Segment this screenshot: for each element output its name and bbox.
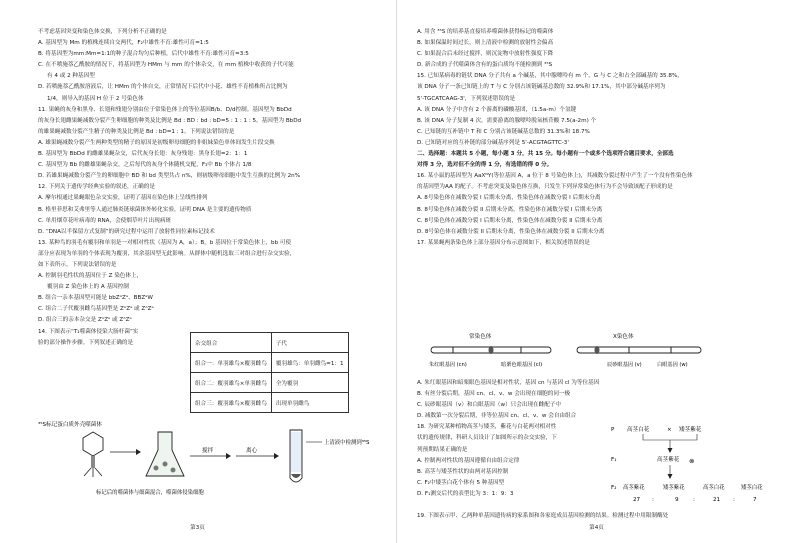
gene-label: 朱红眼基因 (cn) — [429, 362, 467, 368]
text-line: 的灰身长翅雌果蝇减数分裂产生卵细胞的种类及比例是 Bd : BD : bd : bD=5 : 1 : 1 : 5。基因型为 BbDd — [38, 117, 302, 124]
text-line: 验的部分操作步骤。下列叙述正确的是 — [38, 339, 134, 346]
flask-icon — [146, 432, 184, 476]
text-line: 如下表所示。下列说法错误的是 — [38, 261, 117, 268]
text-line: D. 已知链对应的互补链的部分碱基序列是 5'-ACGTAGTTC-3' — [417, 139, 569, 146]
text-line: 不考虑基因突变和染色体交换，下列分析不正确的是 — [38, 29, 167, 35]
text-line: D. 若喷施萘乙酰胺溶液后，让 HMm 的个体自交，正常情况下后代中小花、雄性不育植株所占比例为 — [38, 84, 288, 91]
text-line: C. 辰砂眼基因（v）和白眼基因（w）只会出现在雌配子中 — [417, 402, 562, 409]
f2-count: 9 — [675, 497, 679, 503]
text-line: B. 基因型为 BbDd 的雌雄果蝇杂交，后代灰身长翅：灰身残翅：黑身长翅=2：1：1 — [38, 151, 248, 158]
text-line: D. 若雄果蝇减数分裂产生的卵细胞中 BD 和 bd 类型共占 n%，则初级卵母细胞中发生互换的比例为 2n% — [38, 173, 301, 180]
autosome-title: 常染色体 — [469, 334, 492, 340]
chromosome-diagram — [417, 330, 717, 380]
arrowhead-icon — [668, 474, 673, 479]
table-cell: 出现单羽雌鸟 — [271, 393, 348, 413]
gene-label: 辰砂眼基因 (v) — [607, 362, 642, 368]
text-line: B. 8号染色体在减数分裂 II 后期未分离，性染色体在减数分裂 I 后期未分离 — [417, 206, 603, 213]
page-number: 第4页 — [589, 525, 604, 531]
table-header: 子代 — [271, 333, 348, 353]
table-cell: 覆羽雄鸟：单羽雌鸟=1：1 — [271, 353, 348, 373]
f2-phenotype: 高茎紫花 — [623, 485, 645, 491]
text-line: 该 DNA 分子一条已知链上的 T 与 C 分别占该链碱基总数的 32.9%和 17.1%，其中部分碱基序列为 — [417, 84, 666, 91]
f2-count: 7 — [753, 497, 757, 503]
text-line: 列预期结果正确的是 — [417, 446, 468, 453]
arrowhead-icon — [136, 449, 141, 455]
f1-generation-label: F₁ — [611, 457, 617, 463]
text-line: C. 8号染色体在减数分裂 I 后期未分离，性染色体在减数分裂 II 后期未分离 — [417, 217, 603, 224]
phage-fibers-icon — [84, 468, 102, 477]
text-line: A. 控制羽毛性状的基因位于 Z 染色体上， — [38, 273, 143, 280]
ratio-separator: : — [693, 497, 695, 503]
text-line: 19. 下图表示甲、乙两种单基因遗传病的家系图和各家庭成员基因检测的结果。检测过程中用限制酶处 — [417, 513, 669, 519]
text-line: 状的遗传规律，科研人员设计了如图所示的杂交实验，下 — [417, 435, 557, 442]
parent-left: 高茎白花 — [627, 427, 650, 433]
table-cell: 组合三：覆羽雄鸟×覆羽雌鸟 — [191, 393, 272, 413]
text-line: C. 如果混合后未经过搅拌，则沉淀物中放射性强度下降 — [417, 51, 554, 58]
text-line: B. 如果保温时间过长，则上清液中检测的放射性会偏高 — [417, 40, 554, 47]
section-heading: 对得 3 分，选对但不全的得 1 分，有选错的得 0 分。 — [417, 162, 553, 169]
table-cell: 组合一：单羽雄鸟×覆羽雌鸟 — [191, 353, 272, 373]
supernatant-icon — [291, 432, 302, 472]
cross-diagram — [609, 419, 779, 511]
centromere-icon — [595, 346, 600, 354]
arrowhead-icon — [668, 448, 673, 453]
stir-label: 搅拌 — [202, 448, 214, 454]
bacteria-icon — [171, 468, 176, 473]
right-page — [399, 0, 794, 543]
section-heading: 二、选择题：本题共 5 小题，每小题 3 分，共 15 分。每小题有一个或多个选项符合题目要求，全部选 — [417, 151, 674, 158]
f2-phenotype: 矮茎白花 — [741, 485, 763, 491]
text-line: A. 8号染色体在减数分裂 I 后期未分离，性染色体在减数分裂 I 后期未分离 — [417, 195, 601, 202]
f2-count: 21 — [713, 497, 721, 503]
text-line: 14. 下图表示“T₂噬菌体侵染大肠杆菌”实 — [38, 328, 139, 335]
gene-label: 白眼基因 (w) — [657, 362, 688, 368]
f2-generation-label: F₂ — [611, 485, 617, 491]
text-line: C. 基因型为 Bb 的雌雄果蝇杂交，之后每代的灰身个体随机交配，F₃中 Bb 个体占 1/8 — [38, 162, 252, 169]
x-chromosome-title: X染色体 — [613, 334, 634, 340]
text-line: 有 4 或 2 种基因型 — [47, 73, 95, 80]
f2-phenotype: 矮茎紫花 — [663, 485, 685, 491]
text-line: D. 减数第一次分裂后期，非等位基因 cn、cl、v、w 会自由组合 — [417, 413, 577, 420]
f1-phenotype: 高茎紫花 — [657, 457, 680, 463]
left-page — [0, 0, 395, 543]
text-line: C. 在不喷施萘乙酰胺的情况下，将基因型为 HMm 与 mm 的个体杂交，在 mm 植株中收获的子代可能 — [38, 62, 294, 69]
table-header: 杂交组合 — [191, 333, 272, 353]
ratio-separator: : — [733, 497, 735, 503]
text-line: D. 新合成的子代噬菌体含有的蛋白质均不能检测到 ³⁵S — [417, 62, 553, 69]
table-cell: 组合二：覆羽雄鸟×单羽雌鸟 — [191, 373, 272, 393]
text-line: B. 将基因型为mm:Mm=1:1的种子混合均匀后种植，后代中雄性不育:雄性可育=3:5 — [38, 51, 249, 58]
ratio-separator: : — [652, 497, 654, 503]
text-line: D. “DNA以半保留方式复制”的研究过程中运用了放射性同位素标记技术 — [38, 228, 215, 235]
text-line: A. 控制两对性状的基因遵循自由组合定律 — [417, 457, 520, 464]
text-line: 16. 某小鼠的基因型为 AaXᴺY(等位基因 A，a 位于 8 号染色体上)，其减数分裂过程中产生了一个没有性染色体 — [417, 173, 693, 180]
arrowhead-icon — [274, 453, 279, 459]
p-generation-label: P — [611, 427, 615, 433]
phage-experiment-diagram — [38, 412, 384, 512]
text-line: 部分应表现为单羽的个体表现为覆羽，其余基因型无此影响。从群体中随机选取三对组合进行杂交实验， — [38, 250, 296, 257]
text-line: A. 基因型为 Mm 的植株连续自交两代，F₂中雄性不育:雄性可育=1:5 — [38, 40, 209, 47]
centromere-icon — [489, 346, 494, 354]
page-number: 第3页 — [190, 525, 205, 531]
text-line: A. 朱红眼基因和暗栗眼色基因是相对性状，基因 cn 与基因 cl 为等位基因 — [417, 380, 600, 386]
text-line: B. 高茎与矮茎性状的由两对基因控制 — [417, 468, 509, 475]
bacteria-icon — [154, 466, 159, 471]
text-line: 17. 某果蝇两条染色体上部分基因分布示意图如下，相关叙述错误的是 — [417, 239, 590, 246]
text-line: 5'-TGCATCAAG-3'，下列叙述错误的是 — [417, 95, 516, 102]
text-line: C. F₂中矮茎白花个体有 5 种基因型 — [417, 479, 505, 486]
text-line: C. 组合二子代覆羽雌鸟基因型是 ZᴬZᵃ 或 ZᴬZᵃ — [38, 306, 154, 313]
text-line: A. 用含 ³⁵S 的培养基直接培养噬菌体获得标记的噬菌体 — [417, 29, 554, 35]
text-line: 的雄果蝇减数分裂产生精子的种类及比例是 Bd : bD=1 : 1。下列说法错误的是 — [38, 128, 235, 135]
text-line: 12. 下列关于遗传学经典实验的叙述，正确的是 — [38, 184, 155, 191]
text-line: C. 已知链的互补链中 T 和 C 分别占该链碱基总数的 31.3%和 18.7% — [417, 128, 590, 135]
text-line: D. 8号染色体在减数分裂 II 后期未分离，性染色体在减数分裂 II 后期未分离 — [417, 228, 605, 235]
text-line: A. 雄果蝇减数分裂产生两种类型的精子的原因是初级卵母细胞的非姐妹染色单体间发生片段交换 — [38, 139, 275, 146]
mix-label: 标记后的噬菌体与细菌混合，噬菌体侵染细胞 — [96, 490, 204, 496]
text-line: B. 组合一亲本基因型可能是 bbZᴬZᵃ、BBZᵃW — [38, 295, 153, 302]
cross-symbol: × — [667, 427, 672, 433]
phage-head-icon — [83, 432, 103, 456]
left-text-column — [38, 27, 384, 349]
text-line: 1/4，则导入的基因 H 位于 2 号染色体 — [47, 95, 144, 102]
table-cell: 全为覆羽 — [271, 373, 348, 393]
self-cross-icon: ⊗ — [689, 457, 695, 465]
text-line: 11. 果蝇的灰身和黑身、长翅和残翅分别由位于常染色体上的等位基因B/b、D/d控制。基因型为 BbDd — [38, 106, 292, 113]
text-line: D. F₁测交后代的表型比为 3：1：9：3 — [417, 490, 514, 497]
text-line: A. 该 DNA 分子中含有 2 个游离的磷酸基团，（1.5a-m）个氢键 — [417, 106, 577, 113]
phage-label: ³⁵S标记蛋白质外壳噬菌体 — [38, 422, 102, 428]
arrowhead-icon — [226, 453, 231, 459]
text-line: 15. 已知某病毒的链状 DNA 分子共有 a 个碱基，其中腺嘌呤有 m 个，G 与 C 之和占全部碱基的 35.8%， — [417, 73, 683, 80]
phage-tail-icon — [91, 456, 95, 468]
text-line: 13. 某种鸟的羽毛有覆羽和单羽是一对相对性状（基因为 A，a）；B，b 基因位于常染色体上，bb 可使 — [38, 239, 292, 246]
q13-table — [190, 332, 349, 413]
result-label: 上清液中检测到³⁵S — [324, 440, 370, 446]
bacteria-icon — [163, 462, 168, 467]
text-line: A. 摩尔根通过果蝇眼色杂交实验，证明了基因在染色体上呈线性排列 — [38, 195, 208, 202]
f2-count: 27 — [633, 497, 641, 503]
gene-label: 暗栗色眼基因 (cl) — [501, 362, 543, 368]
centrifuge-label: 离心 — [246, 448, 258, 454]
text-line: C. 单用烟草花叶病毒的 RNA，会使烟草叶片出现病斑 — [38, 217, 172, 224]
right-text-column — [417, 27, 785, 249]
text-line: 覆羽由 Z 染色体上的 A 基因控制 — [47, 284, 129, 291]
text-line: B. 该 DNA 分子复制 4 次，需要游离的腺嘌呤脱氧核苷酸 7.5(a-2m) 个 — [417, 117, 597, 124]
text-line: D. 组合三的亲本杂交是 ZᴬZᵃ 或 ZᴬZᵃ — [38, 317, 132, 324]
text-line: 18. 为研究某种植物高茎与矮茎，紫花与白花两对相对性 — [417, 424, 557, 431]
text-line: 的基因型为AA 的配子。不考虑突变及染色体互换，只发生下列异常染色体行为不会导致该配子形成的是 — [417, 184, 673, 191]
page-divider — [396, 0, 397, 543]
parent-right: 矮茎紫花 — [679, 427, 702, 433]
f2-phenotype: 高茎白花 — [703, 485, 725, 491]
text-line: B. 有丝分裂后期，基因 cn、cl、v、w 会出现在细胞的同一极 — [417, 391, 571, 398]
text-line: B. 格里菲思和艾弗里等人通过肺炎链球菌体外转化实验，证明 DNA 是主要的遗传物质 — [38, 206, 252, 213]
